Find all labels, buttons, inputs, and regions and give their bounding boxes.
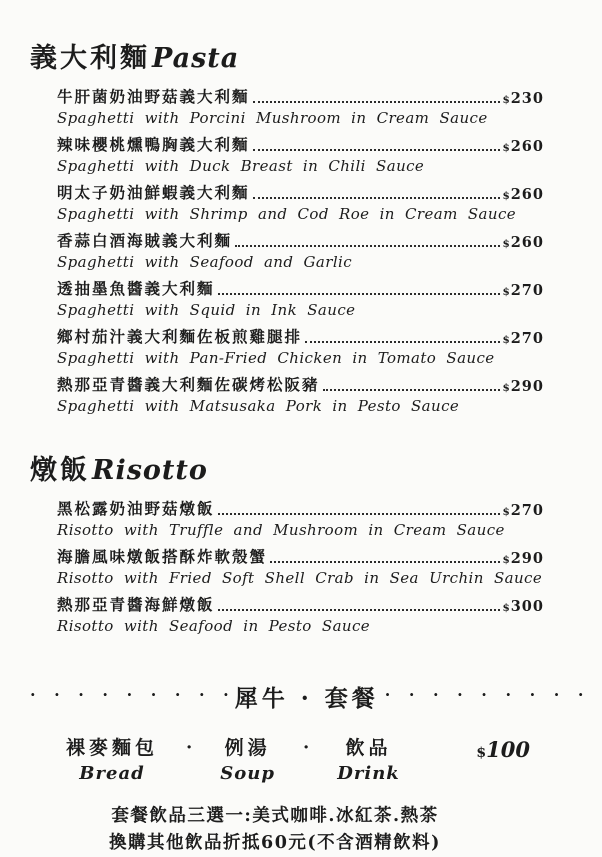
- course-separator: ·: [186, 737, 193, 758]
- course-separator: ·: [302, 737, 310, 758]
- item-name-en: Spaghetti with Squid in Ink Sauce: [57, 301, 356, 319]
- course-soup-en: Soup: [220, 763, 275, 784]
- section-risotto: [30, 448, 544, 638]
- section-title-risotto-en: Risotto: [92, 455, 208, 486]
- menu-item: [57, 373, 544, 418]
- item-name-price-row: [57, 181, 544, 203]
- item-price: $290: [502, 378, 544, 395]
- dotted-leader: [218, 513, 501, 515]
- item-name-en: Spaghetti with Duck Breast in Chili Sauce: [57, 157, 425, 175]
- menu-item: [57, 545, 544, 590]
- item-price: $290: [502, 550, 544, 567]
- item-name-zh: 鄉村茄汁義大利麵佐板煎雞腿排: [57, 327, 303, 346]
- item-price: $260: [502, 234, 544, 251]
- section-title-pasta: [30, 36, 544, 75]
- menu-item: [57, 229, 544, 274]
- item-name-price-row: [57, 593, 544, 615]
- menu-item: [57, 497, 544, 542]
- risotto-items: [57, 497, 544, 638]
- dotted-leader: [235, 245, 500, 247]
- note-drink-options: 套餐飲品三選一:美式咖啡.冰紅茶.熱茶: [111, 806, 439, 826]
- item-name-zh: 熱那亞青醬義大利麵佐碳烤松阪豬: [57, 375, 320, 394]
- menu-item: [57, 133, 544, 178]
- item-name-price-row: [57, 229, 544, 251]
- menu-item: [57, 277, 544, 322]
- section-title-pasta-zh: 義大利麵: [30, 43, 150, 74]
- item-name-zh: 透抽墨魚醬義大利麵: [57, 279, 215, 298]
- section-title-pasta-en: Pasta: [152, 43, 240, 74]
- item-name-price-row: [57, 373, 544, 395]
- course-bread-zh: 裸麥麵包: [66, 737, 159, 759]
- item-name-price-row: [57, 497, 544, 519]
- section-title-risotto-zh: 燉飯: [30, 455, 90, 486]
- course-soup-zh: 例湯: [224, 737, 271, 759]
- item-name-en: Spaghetti with Shrimp and Cod Roe in Cream Sauce: [57, 205, 517, 223]
- course-drink-en: Drink: [337, 763, 400, 784]
- item-name-en: Risotto with Fried Soft Shell Crab in Sea Urchin Sauce: [57, 569, 543, 587]
- item-name-zh: 熱那亞青醬海鮮燉飯: [57, 595, 215, 614]
- section-pasta: [30, 36, 544, 418]
- item-price: $260: [502, 138, 544, 155]
- item-name-zh: 牛肝菌奶油野菇義大利麵: [57, 87, 250, 106]
- menu-item: [57, 181, 544, 226]
- set-menu-courses: [66, 735, 544, 787]
- item-name-en: Risotto with Seafood in Pesto Sauce: [57, 617, 371, 635]
- divider-dots-left: · · · · · · · · ·: [30, 685, 229, 704]
- item-name-zh: 黑松露奶油野菇燉飯: [57, 499, 215, 518]
- course-soup: [220, 735, 275, 787]
- item-name-en: Spaghetti with Pan-Fried Chicken in Tomato Sauce: [57, 349, 495, 367]
- item-name-en: Risotto with Truffle and Mushroom in Cream Sauce: [57, 521, 505, 539]
- item-name-price-row: [57, 545, 544, 567]
- set-menu-divider: [30, 680, 584, 713]
- dotted-leader: [253, 101, 501, 103]
- item-price: $270: [502, 330, 544, 347]
- course-drink-zh: 飲品: [345, 737, 392, 759]
- item-name-price-row: [57, 277, 544, 299]
- menu-item: [57, 593, 544, 638]
- item-name-zh: 海膽風味燉飯搭酥炸軟殼蟹: [57, 547, 268, 566]
- course-drink: [337, 735, 400, 787]
- item-name-price-row: [57, 325, 544, 347]
- dotted-leader: [218, 293, 501, 295]
- divider-dots-right: · · · · · · · · ·: [384, 685, 584, 704]
- dotted-leader: [323, 389, 501, 391]
- dotted-leader: [270, 561, 500, 563]
- item-name-zh: 辣味櫻桃燻鴨胸義大利麵: [57, 135, 250, 154]
- dotted-leader: [305, 341, 500, 343]
- note-drink-discount: 換購其他飲品折抵60元(不含酒精飲料): [109, 833, 441, 853]
- menu-item: [57, 85, 544, 130]
- item-name-price-row: [57, 133, 544, 155]
- item-name-zh: 明太子奶油鮮蝦義大利麵: [57, 183, 250, 202]
- course-bread: [66, 735, 158, 787]
- set-menu-title: 犀牛 · 套餐: [234, 685, 379, 712]
- dotted-leader: [253, 149, 501, 151]
- item-price: $300: [502, 598, 544, 615]
- pasta-items: [57, 85, 544, 418]
- section-title-risotto: [30, 448, 544, 487]
- item-price: $270: [502, 282, 544, 299]
- item-price: $270: [502, 502, 544, 519]
- dotted-leader: [218, 609, 501, 611]
- dotted-leader: [253, 197, 501, 199]
- item-name-en: Spaghetti with Matsusaka Pork in Pesto Sauce: [57, 397, 460, 415]
- set-menu-price: $100: [476, 737, 530, 762]
- item-price: $230: [502, 90, 544, 107]
- item-price: $260: [502, 186, 544, 203]
- item-name-en: Spaghetti with Seafood and Garlic: [57, 253, 353, 271]
- menu-item: [57, 325, 544, 370]
- item-name-en: Spaghetti with Porcini Mushroom in Cream Sauce: [57, 109, 488, 127]
- course-bread-en: Bread: [79, 763, 145, 784]
- item-name-price-row: [57, 85, 544, 107]
- item-name-zh: 香蒜白酒海賊義大利麵: [57, 231, 233, 250]
